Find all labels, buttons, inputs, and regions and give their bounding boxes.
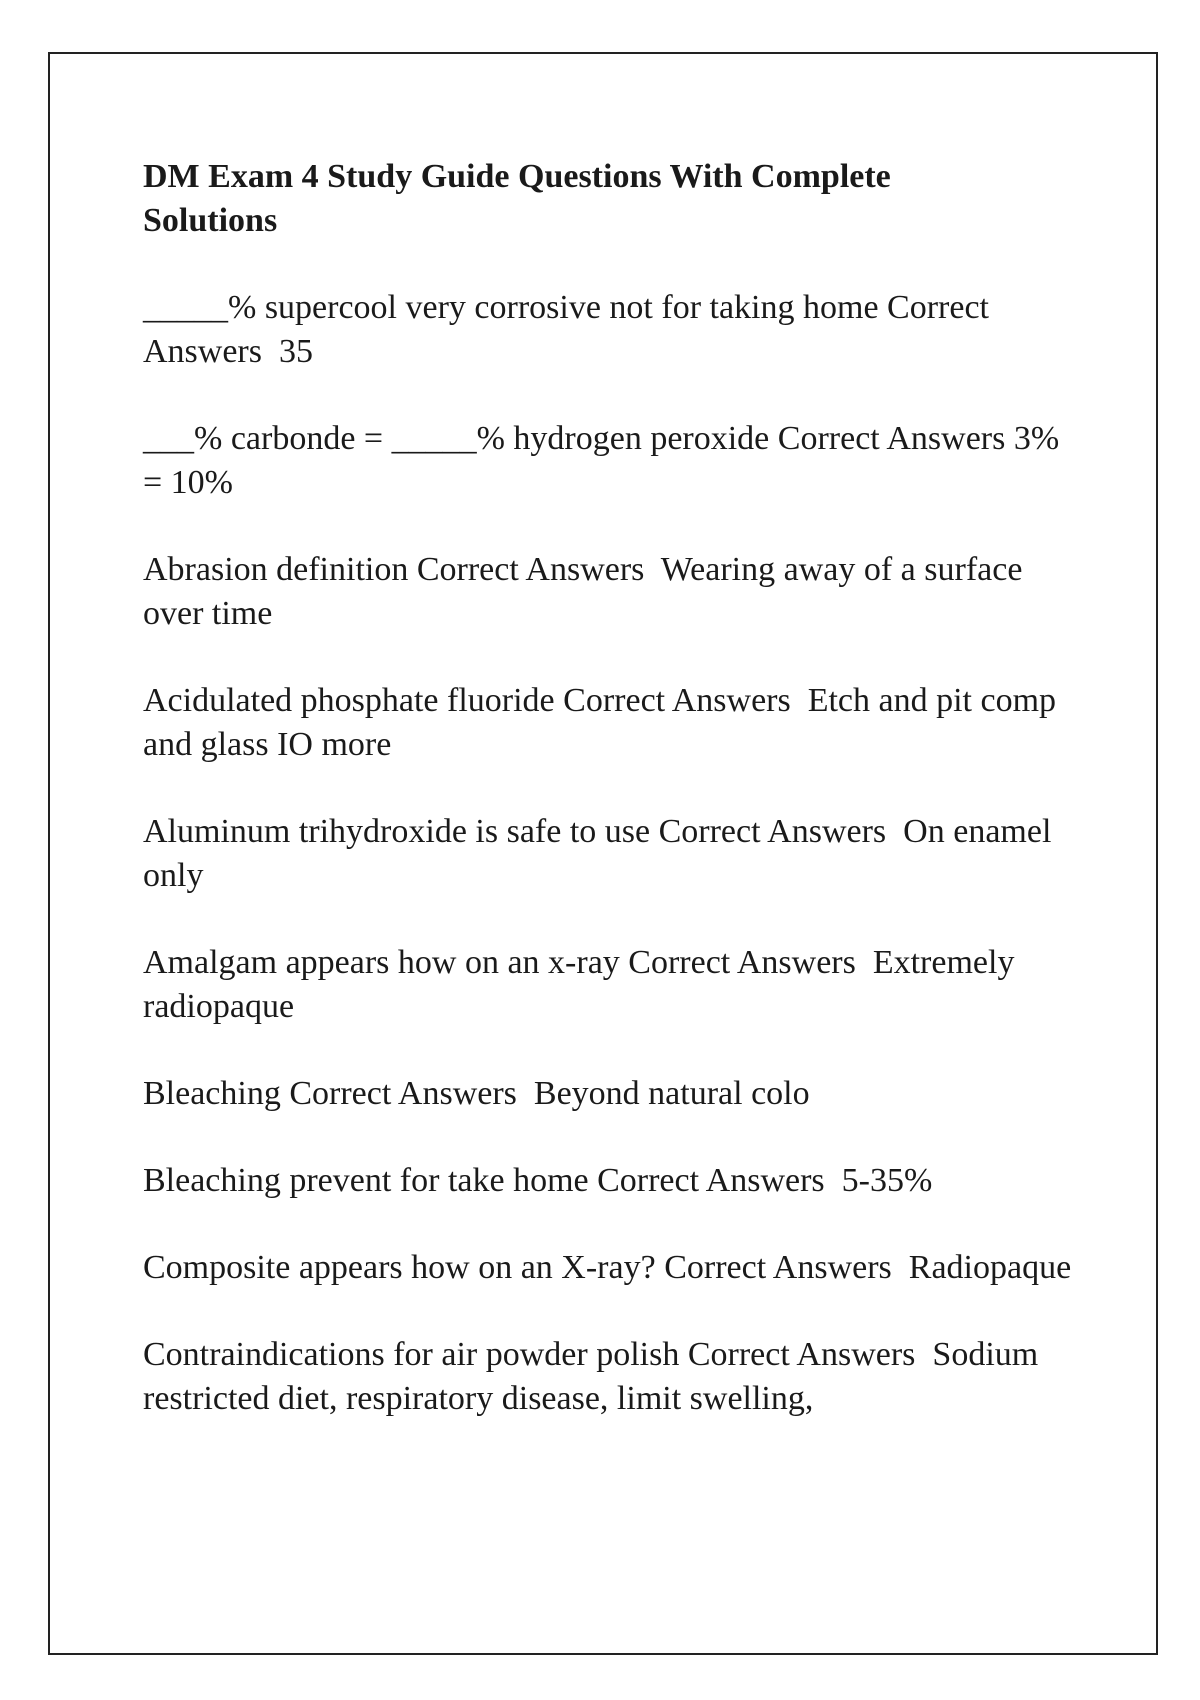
answer-label: Correct Answers — [289, 1075, 517, 1112]
answer-text: 35 — [278, 333, 313, 370]
answer-label: Correct Answers — [777, 420, 1006, 457]
answer-label: Correct Answers — [687, 1336, 916, 1373]
answer-text: On enamel only — [143, 813, 1060, 894]
qa-item — [143, 1333, 1083, 1421]
document-body — [143, 155, 1083, 1464]
answer-text: 5-35% — [841, 1162, 933, 1199]
answer-text: Extremely radiopaque — [143, 944, 1023, 1025]
answer-label: Correct Answers — [628, 944, 856, 981]
answer-text: 3% = 10% — [143, 420, 1068, 501]
answer-label: Correct Answers — [658, 813, 887, 850]
qa-item — [143, 417, 1083, 505]
qa-item — [143, 1072, 1083, 1116]
qa-item — [143, 941, 1083, 1029]
question-text: Bleaching — [143, 1075, 281, 1112]
answer-label: Correct Answers — [143, 289, 996, 370]
question-text: ___% carbonde = _____% hydrogen peroxide — [143, 420, 770, 457]
question-text: Bleaching prevent for take home — [143, 1162, 589, 1199]
question-text: Composite appears how on an X-ray? — [143, 1249, 656, 1286]
question-text: Amalgam appears how on an x-ray — [143, 944, 620, 981]
qa-item — [143, 679, 1083, 767]
qa-item — [143, 286, 1083, 374]
answer-text: Etch and pit comp and glass IO more — [143, 682, 1065, 763]
answer-label: Correct Answers — [416, 551, 645, 588]
answer-label: Correct Answers — [597, 1162, 825, 1199]
qa-item — [143, 1159, 1083, 1203]
question-text: _____% supercool very corrosive not for taking home — [143, 289, 879, 326]
question-text: Contraindications for air powder polish — [143, 1336, 680, 1373]
answer-label: Correct Answers — [664, 1249, 892, 1286]
answer-text: Radiopaque — [908, 1249, 1072, 1286]
qa-item — [143, 548, 1083, 636]
answer-text: Sodium restricted diet, respiratory disease, limit swelling, — [143, 1336, 1047, 1417]
question-text: Abrasion definition — [143, 551, 409, 588]
qa-item — [143, 1246, 1083, 1290]
qa-item — [143, 810, 1083, 898]
answer-text: Wearing away of a surface over time — [143, 551, 1031, 632]
document-title: DM Exam 4 Study Guide Questions With Complete Solutions — [143, 158, 891, 239]
question-text: Acidulated phosphate fluoride — [143, 682, 555, 719]
question-text: Aluminum trihydroxide is safe to use — [143, 813, 651, 850]
answer-label: Correct Answers — [563, 682, 791, 719]
answer-text: Beyond natural colo — [533, 1075, 810, 1112]
